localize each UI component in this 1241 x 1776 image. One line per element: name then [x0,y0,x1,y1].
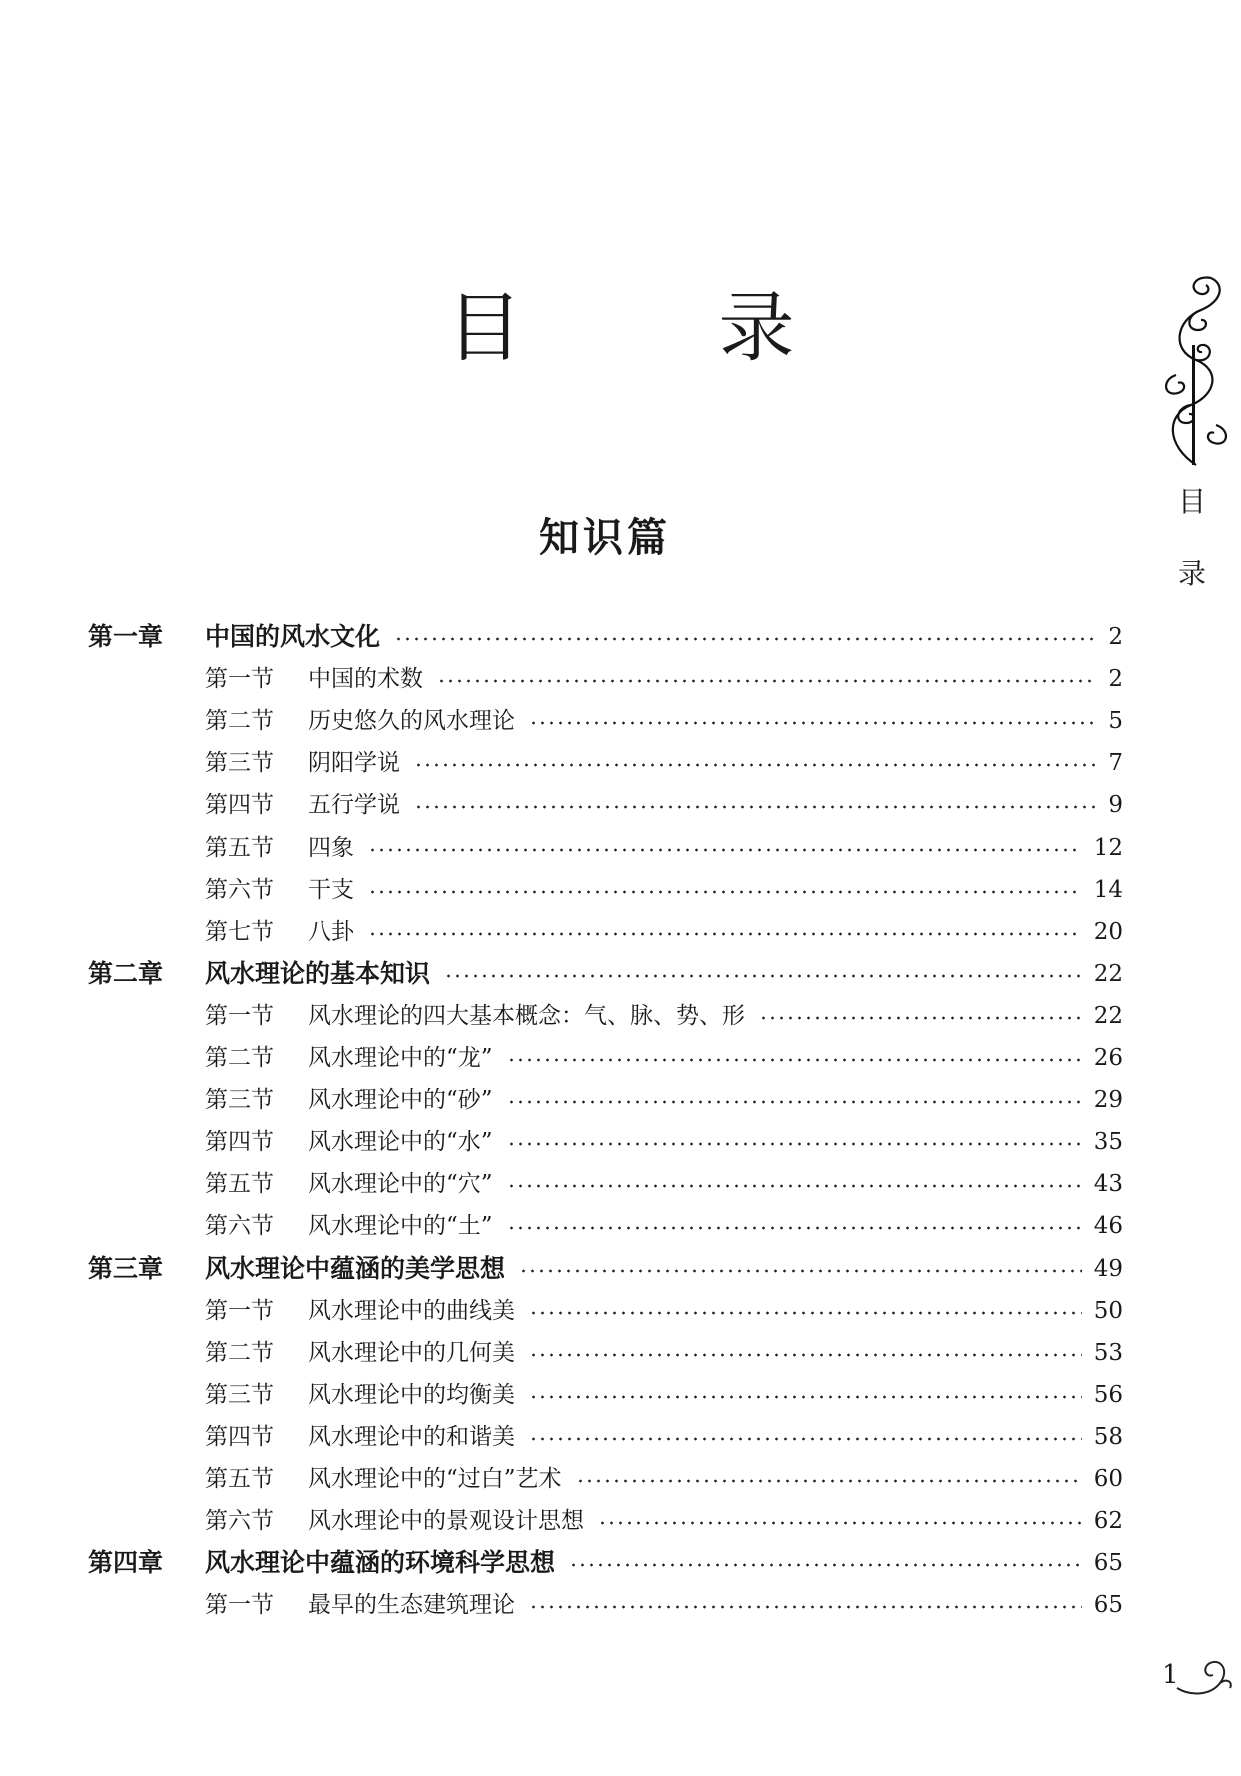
toc-section-row[interactable] [0,1169,1241,1199]
toc-section-row[interactable] [0,833,1241,863]
toc-entry-title: 八卦 [308,918,354,945]
toc-entry-page: 2 [1108,624,1123,650]
toc-leader-dots [569,1563,1082,1567]
toc-entry-title: 风水理论中蕴涵的美学思想 [205,1253,506,1283]
toc-leader-dots [394,637,1096,641]
corner-swirl-icon [1175,1648,1235,1698]
toc-entry-number: 第七节 [205,918,274,945]
toc-section-row[interactable] [0,664,1241,694]
toc-entry-title: 五行学说 [308,792,400,819]
toc-entry-title: 风水理论中蕴涵的环境科学思想 [205,1548,556,1578]
toc-chapter-row[interactable] [0,1254,1241,1284]
toc-leader-dots [529,1353,1082,1357]
toc-entry-title: 风水理论的四大基本概念：气、脉、势、形 [308,1002,745,1029]
toc-leader-dots [529,1395,1082,1399]
page-number: 1 [1162,1660,1179,1690]
toc-section-row[interactable] [0,1380,1241,1410]
toc-entry-title: 风水理论中的“水” [308,1129,493,1156]
toc-leader-dots [519,1269,1082,1273]
toc-leader-dots [414,805,1096,809]
toc-entry-page: 7 [1108,750,1123,777]
toc-entry-number: 第四节 [205,1423,274,1450]
toc-leader-dots [507,1142,1082,1146]
toc-section-row[interactable] [0,790,1241,820]
toc-entry-number: 第二节 [205,1339,274,1366]
toc-entry-page: 12 [1093,834,1123,861]
toc-chapter-row[interactable] [0,959,1241,989]
toc-entry-number: 第五节 [205,834,274,861]
toc-entry-title: 历史悠久的风水理论 [308,708,515,735]
toc-entry-page: 35 [1093,1129,1123,1156]
toc-entry-number: 第五节 [205,1171,274,1198]
toc-section-row[interactable] [0,706,1241,736]
toc-leader-dots [368,932,1082,936]
toc-leader-dots [598,1521,1082,1525]
toc-entry-title: 风水理论中的“穴” [308,1171,493,1198]
toc-entry-number: 第六节 [205,1508,274,1535]
toc-entry-number: 第二章 [88,958,164,988]
toc-leader-dots [529,1311,1082,1315]
toc-entry-page: 50 [1093,1297,1123,1324]
toc-entry-number: 第三节 [205,1381,274,1408]
toc-section-row[interactable] [0,1338,1241,1368]
toc-entry-number: 第四节 [205,1129,274,1156]
toc-entry-title: 四象 [308,834,354,861]
side-label-lu: 录 [1177,557,1206,590]
toc-entry-page: 14 [1093,876,1123,903]
toc-entry-page: 20 [1093,918,1123,945]
toc-entry-page: 22 [1093,960,1123,987]
page-title: 目 录 [446,283,855,372]
toc-entry-number: 第六节 [205,876,274,903]
toc-entry-title: 风水理论中的和谐美 [308,1423,515,1450]
toc-leader-dots [529,1437,1082,1441]
toc-entry-page: 5 [1108,708,1123,735]
toc-section-row[interactable] [0,1001,1241,1031]
toc-entry-title: 风水理论中的景观设计思想 [308,1508,584,1535]
toc-entry-number: 第三章 [88,1253,164,1283]
toc-section-row[interactable] [0,1211,1241,1241]
toc-entry-number: 第三节 [205,750,274,777]
toc-entry-number: 第四章 [88,1548,164,1578]
toc-leader-dots [444,974,1082,978]
toc-entry-page: 60 [1093,1466,1123,1492]
toc-leader-dots [507,1184,1082,1188]
cloud-ornament-icon [1156,150,1236,600]
toc-entry-number: 第一节 [205,1297,274,1324]
toc-entry-page: 62 [1093,1508,1123,1535]
toc-entry-number: 第六节 [205,1213,274,1240]
toc-section-row[interactable] [0,748,1241,778]
toc-entry-title: 风水理论的基本知识 [205,958,431,988]
toc-leader-dots [576,1479,1082,1483]
toc-entry-number: 第三节 [205,1087,274,1114]
toc-entry-title: 中国的术数 [308,666,423,693]
toc-entry-title: 风水理论中的“土” [308,1213,493,1240]
toc-leader-dots [507,1058,1082,1062]
toc-entry-page: 22 [1093,1002,1123,1029]
toc-entry-page: 2 [1108,666,1123,693]
toc-entry-number: 第四节 [205,792,274,819]
toc-section-row[interactable] [0,1043,1241,1073]
toc-entry-page: 26 [1093,1045,1123,1071]
toc-entry-page: 58 [1093,1423,1123,1450]
toc-entry-title: 风水理论中的“过白”艺术 [308,1466,562,1492]
side-label-mu: 目 [1177,485,1206,518]
toc-entry-number: 第五节 [205,1466,274,1492]
toc-leader-dots [507,1226,1082,1230]
toc-entry-page: 49 [1093,1255,1123,1282]
toc-entry-title: 最早的生态建筑理论 [308,1592,515,1619]
toc-entry-number: 第一节 [205,666,274,693]
toc-entry-title: 风水理论中的均衡美 [308,1381,515,1408]
toc-section-row[interactable] [0,1127,1241,1157]
toc-entry-title: 干支 [308,876,354,903]
side-rule [1192,345,1195,465]
toc-section-row[interactable] [0,1590,1241,1620]
toc-entry-page: 29 [1093,1087,1123,1114]
toc-section-row[interactable] [0,1085,1241,1115]
toc-entry-page: 56 [1093,1381,1123,1408]
toc-section-row[interactable] [0,917,1241,947]
toc-entry-title: 中国的风水文化 [205,622,381,651]
toc-entry-title: 风水理论中的几何美 [308,1339,515,1366]
toc-leader-dots [437,679,1096,683]
toc-entry-number: 第一章 [88,622,164,651]
toc-section-row[interactable] [0,1296,1241,1326]
toc-section-row[interactable] [0,1464,1241,1494]
toc-entry-page: 43 [1093,1171,1123,1198]
toc-leader-dots [368,890,1082,894]
toc-entry-title: 阴阳学说 [308,750,400,777]
toc-entry-page: 53 [1093,1339,1123,1366]
toc-leader-dots [414,763,1096,767]
toc-leader-dots [529,1605,1082,1609]
toc-entry-number: 第一节 [205,1002,274,1029]
toc-entry-title: 风水理论中的“砂” [308,1087,493,1114]
toc-entry-number: 第二节 [205,1045,274,1071]
toc-entry-title: 风水理论中的“龙” [308,1045,493,1071]
toc-leader-dots [759,1016,1082,1020]
toc-entry-title: 风水理论中的曲线美 [308,1297,515,1324]
toc-entry-number: 第一节 [205,1592,274,1619]
toc-entry-number: 第二节 [205,708,274,735]
toc-entry-page: 46 [1093,1213,1123,1240]
toc-section-row[interactable] [0,1506,1241,1536]
toc-section-row[interactable] [0,1422,1241,1452]
toc-leader-dots [507,1100,1082,1104]
toc-leader-dots [368,848,1082,852]
part-heading: 知识篇 [539,514,671,561]
toc-entry-page: 9 [1108,792,1123,819]
toc-chapter-row[interactable] [0,622,1241,652]
toc-leader-dots [529,721,1096,725]
toc-entry-page: 65 [1093,1550,1123,1577]
toc-chapter-row[interactable] [0,1548,1241,1578]
toc-entry-page: 65 [1093,1592,1123,1619]
toc-section-row[interactable] [0,875,1241,905]
